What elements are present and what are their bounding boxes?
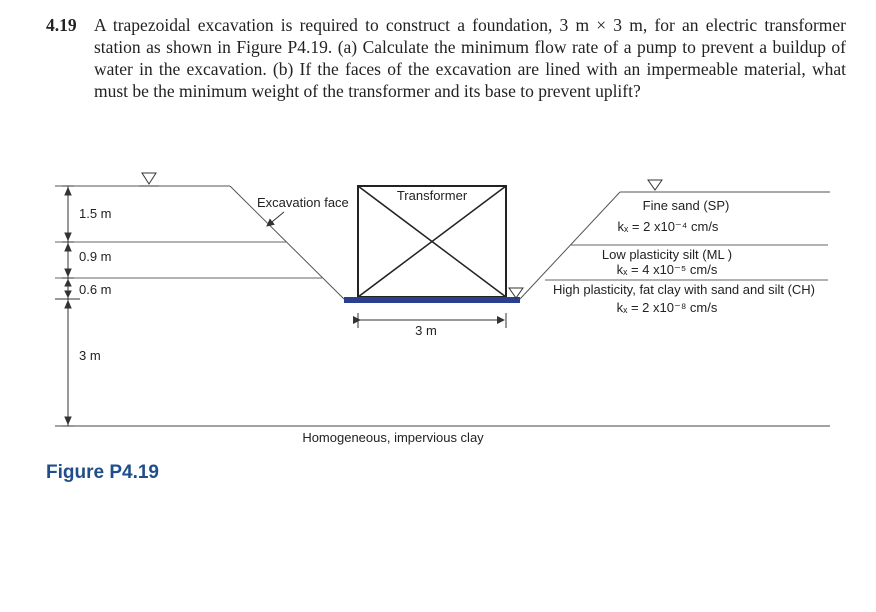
figure-caption: Figure P4.19 (46, 462, 159, 483)
water-table-icon-left (139, 173, 159, 186)
excavation-face-leader (267, 212, 284, 226)
excavation-face-label: Excavation face (257, 195, 349, 210)
layer-2-name: Low plasticity silt (ML ) (601, 247, 733, 262)
impervious-clay-label: Homogeneous, impervious clay (302, 430, 484, 445)
dim-label-0-6m: 0.6 m (79, 282, 112, 297)
transformer-base (344, 297, 520, 303)
problem-number: 4.19 (46, 15, 77, 35)
vertical-dimensions (55, 186, 80, 426)
problem-text: A trapezoidal excavation is required to construct a foundation, 3 m × 3 m, for an electric transformer station as shown in Figure P4.19. (a) Calculate the minimum flow rate of a pump to prevent a buildup of water in the excavation. (b) If the faces of the excavation are lined with an impermeable material, what must be the minimum weight of the transformer and its base to prevent uplift? (94, 15, 846, 101)
layer-1-k: kₓ = 2 x10⁻⁴ cm/s (617, 219, 719, 234)
transformer-label: Transformer (396, 188, 468, 203)
layer-3-name: High plasticity, fat clay with sand and silt (CH) (552, 282, 816, 297)
dim-label-0-9m: 0.9 m (79, 249, 112, 264)
water-table-icon-bottom (509, 288, 523, 298)
layer-1-name: Fine sand (SP) (642, 198, 730, 213)
water-table-icon-right (648, 180, 662, 190)
base-width-label: 3 m (415, 323, 437, 338)
layer-3-k: kₓ = 2 x10⁻⁸ cm/s (616, 300, 718, 315)
dim-label-3m-depth: 3 m (79, 348, 101, 363)
layer-2-k: kₓ = 4 x10⁻⁵ cm/s (616, 262, 718, 277)
dim-label-1-5m: 1.5 m (79, 206, 112, 221)
